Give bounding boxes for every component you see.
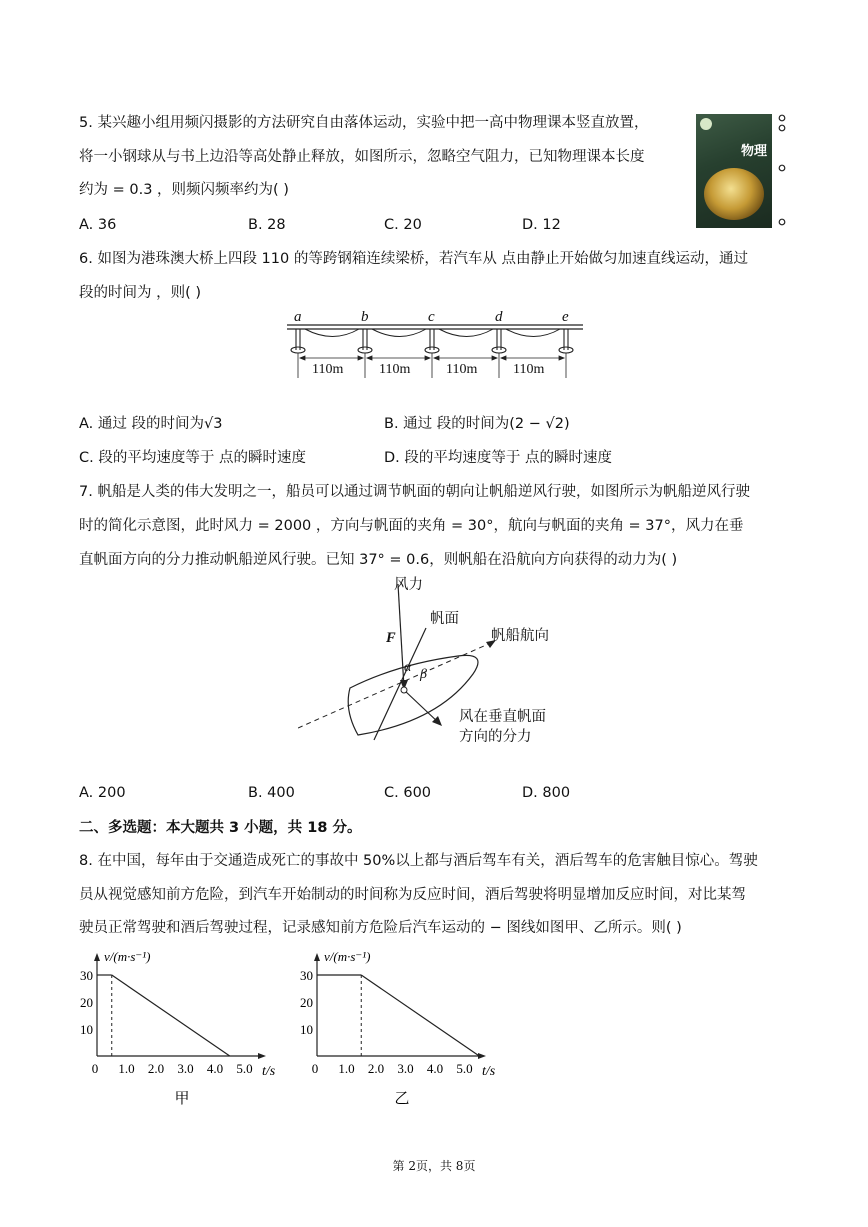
q6-line-2: 段的时间为 ，则( ) bbox=[79, 285, 202, 301]
q7-line-1: 7. 帆船是人类的伟大发明之一，船员可以通过调节帆面的朝向让帆船逆风行驶，如图所示为帆船逆风行驶 bbox=[79, 484, 750, 500]
section-2-title: 二、多选题：本大题共 3 小题，共 18 分。 bbox=[79, 820, 362, 836]
bridge-piers bbox=[291, 329, 573, 353]
q7-line-3: 直帆面方向的分力推动帆船逆风行驶。已知 37° = 0.6，则帆船在沿航向方向获得的动力为( ) bbox=[79, 552, 678, 568]
physics-book-image bbox=[696, 114, 772, 228]
sail-label: 帆面 bbox=[430, 611, 459, 627]
beta-label: β bbox=[420, 667, 427, 682]
q7-option-d: D. 800 bbox=[522, 785, 571, 801]
yi-y-tick-10: 10 bbox=[300, 1022, 313, 1037]
q7-option-a: A. 200 bbox=[79, 785, 126, 801]
yi-decel-segment bbox=[361, 975, 479, 1056]
flash-ball-positions bbox=[776, 110, 796, 230]
ball-4 bbox=[779, 219, 785, 225]
jia-y-tick-10: 10 bbox=[80, 1022, 93, 1037]
bridge-span-2: 110m bbox=[379, 362, 411, 377]
bridge-point-a: a bbox=[294, 309, 302, 325]
q5-line-2: 将一小钢球从与书上边沿等高处静止释放，如图所示，忽略空气阻力，已知物理课本长度 bbox=[79, 149, 645, 165]
jia-y-tick-30: 30 bbox=[80, 968, 93, 983]
ball-3 bbox=[779, 165, 785, 171]
q5-option-d: D. 12 bbox=[522, 217, 561, 233]
jia-x-tick-5: 5.0 bbox=[236, 1061, 253, 1076]
yi-x-tick-0: 0 bbox=[311, 1061, 319, 1076]
yi-x-tick-5: 5.0 bbox=[456, 1061, 473, 1076]
yi-y-tick-20: 20 bbox=[300, 995, 313, 1010]
q6-option-d: D. 段的平均速度等于 点的瞬时速度 bbox=[384, 450, 612, 466]
jia-x-tick-3: 3.0 bbox=[177, 1061, 194, 1076]
jia-y-tick-20: 20 bbox=[80, 995, 93, 1010]
force-label: F bbox=[386, 630, 396, 646]
bridge-span-1: 110m bbox=[312, 362, 344, 377]
yi-x-tick-4: 4.0 bbox=[426, 1061, 444, 1076]
yi-x-tick-3: 3.0 bbox=[397, 1061, 414, 1076]
jia-caption: 甲 bbox=[174, 1091, 190, 1107]
book-title: 物理 bbox=[741, 144, 768, 159]
bridge-span-3: 110m bbox=[446, 362, 478, 377]
yi-y-tick-30: 30 bbox=[300, 968, 313, 983]
normal-component-line bbox=[404, 690, 440, 724]
q5-option-c: C. 20 bbox=[384, 217, 422, 233]
q7-line-2: 时的简化示意图，此时风力 = 2000 ，方向与帆面的夹角 = 30°，航向与帆面的夹角 = 37°，风力在垂 bbox=[79, 518, 744, 534]
jia-x-tick-0: 0 bbox=[91, 1061, 99, 1076]
jia-x-tick-1: 1.0 bbox=[118, 1061, 135, 1076]
q7-option-b: B. 400 bbox=[248, 785, 295, 801]
yi-x-axis-label: t/s bbox=[482, 1064, 496, 1079]
q6-line-1: 6. 如图为港珠澳大桥上四段 110 的等跨钢箱连续梁桥，若汽车从 点由静止开始做匀加速直线运动，通过 bbox=[79, 251, 748, 267]
q6-option-c: C. 段的平均速度等于 点的瞬时速度 bbox=[79, 450, 306, 466]
yi-caption: 乙 bbox=[394, 1091, 410, 1107]
yi-x-tick-1: 1.0 bbox=[338, 1061, 355, 1076]
vt-graph-yi bbox=[292, 945, 507, 1110]
q6-option-b: B. 通过 段的时间为(2 − √2) bbox=[384, 416, 570, 432]
alpha-label: α bbox=[404, 660, 412, 675]
boat-center-point bbox=[401, 687, 407, 693]
jia-y-axis-label: v/(m·s⁻¹) bbox=[104, 949, 151, 964]
yi-y-axis-label: v/(m·s⁻¹) bbox=[324, 949, 371, 964]
jia-x-tick-4: 4.0 bbox=[206, 1061, 224, 1076]
jia-y-arrow bbox=[94, 953, 100, 961]
q6-option-a: A. 通过 段的时间为√3 bbox=[79, 416, 223, 432]
q5-option-b: B. 28 bbox=[248, 217, 286, 233]
ball-2 bbox=[779, 125, 785, 131]
jia-x-axis-label: t/s bbox=[262, 1064, 276, 1079]
yi-y-arrow bbox=[314, 953, 320, 961]
vt-graph-jia bbox=[72, 945, 287, 1110]
wind-label: 风力 bbox=[394, 577, 423, 593]
page-footer: 第 2页，共 8页 bbox=[392, 1159, 476, 1173]
bridge-point-d: d bbox=[495, 309, 503, 325]
q8-line-3: 驶员正常驾驶和酒后驾驶过程，记录感知前方危险后汽车运动的 − 图线如图甲、乙所示。则( ) bbox=[79, 920, 682, 936]
sail-line bbox=[374, 628, 426, 740]
q5-line-1: 5. 某兴趣小组用频闪摄影的方法研究自由落体运动，实验中把一高中物理课本竖直放置， bbox=[79, 115, 649, 131]
yi-x-tick-2: 2.0 bbox=[367, 1061, 385, 1076]
jia-decel-segment bbox=[112, 975, 230, 1056]
q5-line-3: 约为 = 0.3 ，则频闪频率约为( ) bbox=[79, 182, 289, 198]
bridge-span-4: 110m bbox=[513, 362, 545, 377]
q8-line-2: 员从视觉感知前方危险，到汽车开始制动的时间称为反应时间，酒后驾驶将明显增加反应时间，对比某驾 bbox=[79, 887, 746, 903]
q5-option-a: A. 36 bbox=[79, 217, 117, 233]
q7-option-c: C. 600 bbox=[384, 785, 432, 801]
book-cover-sphere bbox=[704, 168, 764, 220]
jia-x-tick-2: 2.0 bbox=[147, 1061, 165, 1076]
heading-label: 帆船航向 bbox=[491, 628, 549, 644]
ball-1 bbox=[779, 115, 785, 121]
bridge-point-e: e bbox=[562, 309, 569, 325]
bridge-point-c: c bbox=[428, 309, 435, 325]
jia-x-arrow bbox=[258, 1053, 266, 1059]
component-label-1: 风在垂直帆面 bbox=[459, 709, 546, 725]
bridge-point-b: b bbox=[361, 309, 369, 325]
q8-line-1: 8. 在中国，每年由于交通造成死亡的事故中 50%以上都与酒后驾车有关，酒后驾车的危害触目惊心。驾驶 bbox=[79, 853, 758, 869]
component-label-2: 方向的分力 bbox=[459, 729, 532, 745]
book-logo bbox=[700, 118, 712, 130]
bridge-arches bbox=[305, 329, 560, 337]
